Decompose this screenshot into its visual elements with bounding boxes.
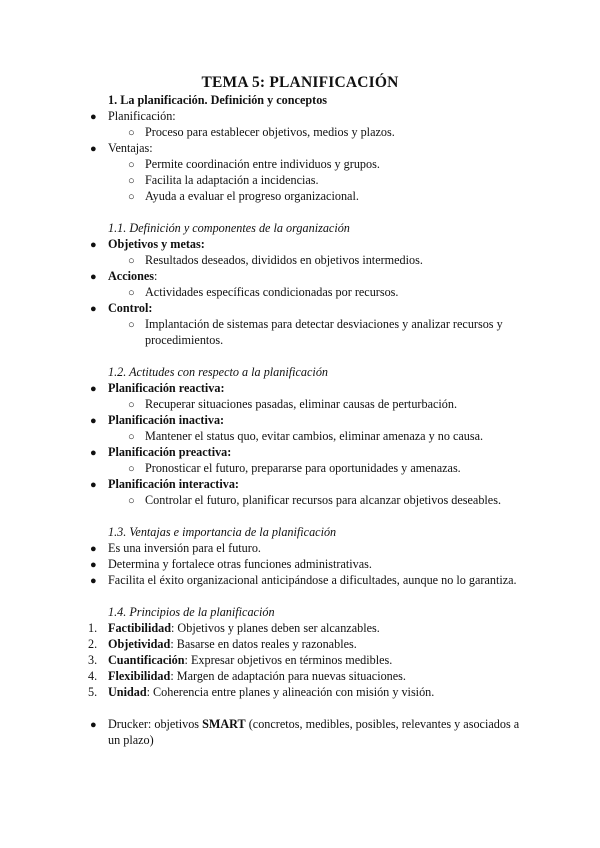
sub-bullet-circle: ○ xyxy=(128,191,135,203)
principle-item: Factibilidad: Objetivos y planes deben ser alcanzables. xyxy=(108,621,380,635)
list-item-ventajas: Ventajas: xyxy=(108,141,153,155)
principle-item: Cuantificación: Expresar objetivos en términos medibles. xyxy=(108,653,393,667)
list-item-objetivos: Objetivos y metas: xyxy=(108,237,205,251)
sub-item: Permite coordinación entre individuos y grupos. xyxy=(145,157,380,171)
list-item: Facilita el éxito organizacional anticipándose a dificultades, aunque no lo garantiza. xyxy=(108,573,517,587)
sub-bullet-circle: ○ xyxy=(128,127,135,139)
bullet-dot: ● xyxy=(90,719,97,731)
list-number: 3. xyxy=(88,653,98,667)
bullet-dot: ● xyxy=(90,303,97,315)
sub-item: Recuperar situaciones pasadas, eliminar causas de perturbación. xyxy=(145,397,458,411)
list-number: 4. xyxy=(88,669,98,683)
drucker-item-continuation: un plazo) xyxy=(108,733,154,747)
sub-bullet-circle: ○ xyxy=(128,287,135,299)
sub-bullet-circle: ○ xyxy=(128,319,135,331)
sub-bullet-circle: ○ xyxy=(128,495,135,507)
sub-item: Facilita la adaptación a incidencias. xyxy=(145,173,319,187)
bullet-dot: ● xyxy=(90,271,97,283)
list-item: Es una inversión para el futuro. xyxy=(108,541,261,555)
list-number: 2. xyxy=(88,637,98,651)
section-heading-1-4: 1.4. Principios de la planificación xyxy=(108,605,275,619)
sub-item: Implantación de sistemas para detectar desviaciones y analizar recursos y xyxy=(145,317,503,331)
sub-item: Ayuda a evaluar el progreso organizacional. xyxy=(145,189,359,203)
list-number: 5. xyxy=(88,685,98,699)
list-item-planificacion: Planificación: xyxy=(108,109,176,123)
bullet-dot: ● xyxy=(90,239,97,251)
principle-item: Flexibilidad: Margen de adaptación para nuevas situaciones. xyxy=(108,669,406,683)
sub-bullet-circle: ○ xyxy=(128,175,135,187)
bullet-dot: ● xyxy=(90,447,97,459)
sub-item: Mantener el status quo, evitar cambios, eliminar amenaza y no causa. xyxy=(145,429,484,443)
sub-bullet-circle: ○ xyxy=(128,463,135,475)
principle-item: Unidad: Coherencia entre planes y alineación con misión y visión. xyxy=(108,685,435,699)
section-heading-1-1: 1.1. Definición y componentes de la organización xyxy=(108,221,350,235)
list-item-interactiva: Planificación interactiva: xyxy=(108,477,239,491)
list-item: Determina y fortalece otras funciones administrativas. xyxy=(108,557,372,571)
bullet-dot: ● xyxy=(90,111,97,123)
sub-item: Controlar el futuro, planificar recursos para alcanzar objetivos deseables. xyxy=(145,493,501,507)
list-item-inactiva: Planificación inactiva: xyxy=(108,413,225,427)
drucker-item: Drucker: objetivos SMART (concretos, medibles, posibles, relevantes y asociados a xyxy=(108,717,520,731)
principle-item: Objetividad: Basarse en datos reales y razonables. xyxy=(108,637,357,651)
bullet-dot: ● xyxy=(90,559,97,571)
bullet-dot: ● xyxy=(90,415,97,427)
sub-item: Actividades específicas condicionadas por recursos. xyxy=(145,285,399,299)
list-item-control: Control: xyxy=(108,301,153,315)
list-item-reactiva: Planificación reactiva: xyxy=(108,381,225,395)
sub-bullet-circle: ○ xyxy=(128,399,135,411)
bullet-dot: ● xyxy=(90,143,97,155)
bullet-dot: ● xyxy=(90,383,97,395)
section-heading-1: 1. La planificación. Definición y conceptos xyxy=(108,93,328,107)
sub-bullet-circle: ○ xyxy=(128,431,135,443)
sub-item: Pronosticar el futuro, prepararse para oportunidades y amenazas. xyxy=(145,461,461,475)
section-heading-1-3: 1.3. Ventajas e importancia de la planificación xyxy=(108,525,337,539)
bullet-dot: ● xyxy=(90,479,97,491)
sub-bullet-circle: ○ xyxy=(128,255,135,267)
page-title: TEMA 5: PLANIFICACIÓN xyxy=(201,74,399,91)
list-item-preactiva: Planificación preactiva: xyxy=(108,445,232,459)
bullet-dot: ● xyxy=(90,543,97,555)
sub-item-continuation: procedimientos. xyxy=(145,333,224,347)
bullet-dot: ● xyxy=(90,575,97,587)
list-number: 1. xyxy=(88,621,98,635)
list-item-acciones: Acciones: xyxy=(108,269,158,283)
section-heading-1-2: 1.2. Actitudes con respecto a la planificación xyxy=(108,365,329,379)
sub-item: Resultados deseados, divididos en objetivos intermedios. xyxy=(145,253,423,267)
sub-item: Proceso para establecer objetivos, medios y plazos. xyxy=(145,125,395,139)
sub-bullet-circle: ○ xyxy=(128,159,135,171)
